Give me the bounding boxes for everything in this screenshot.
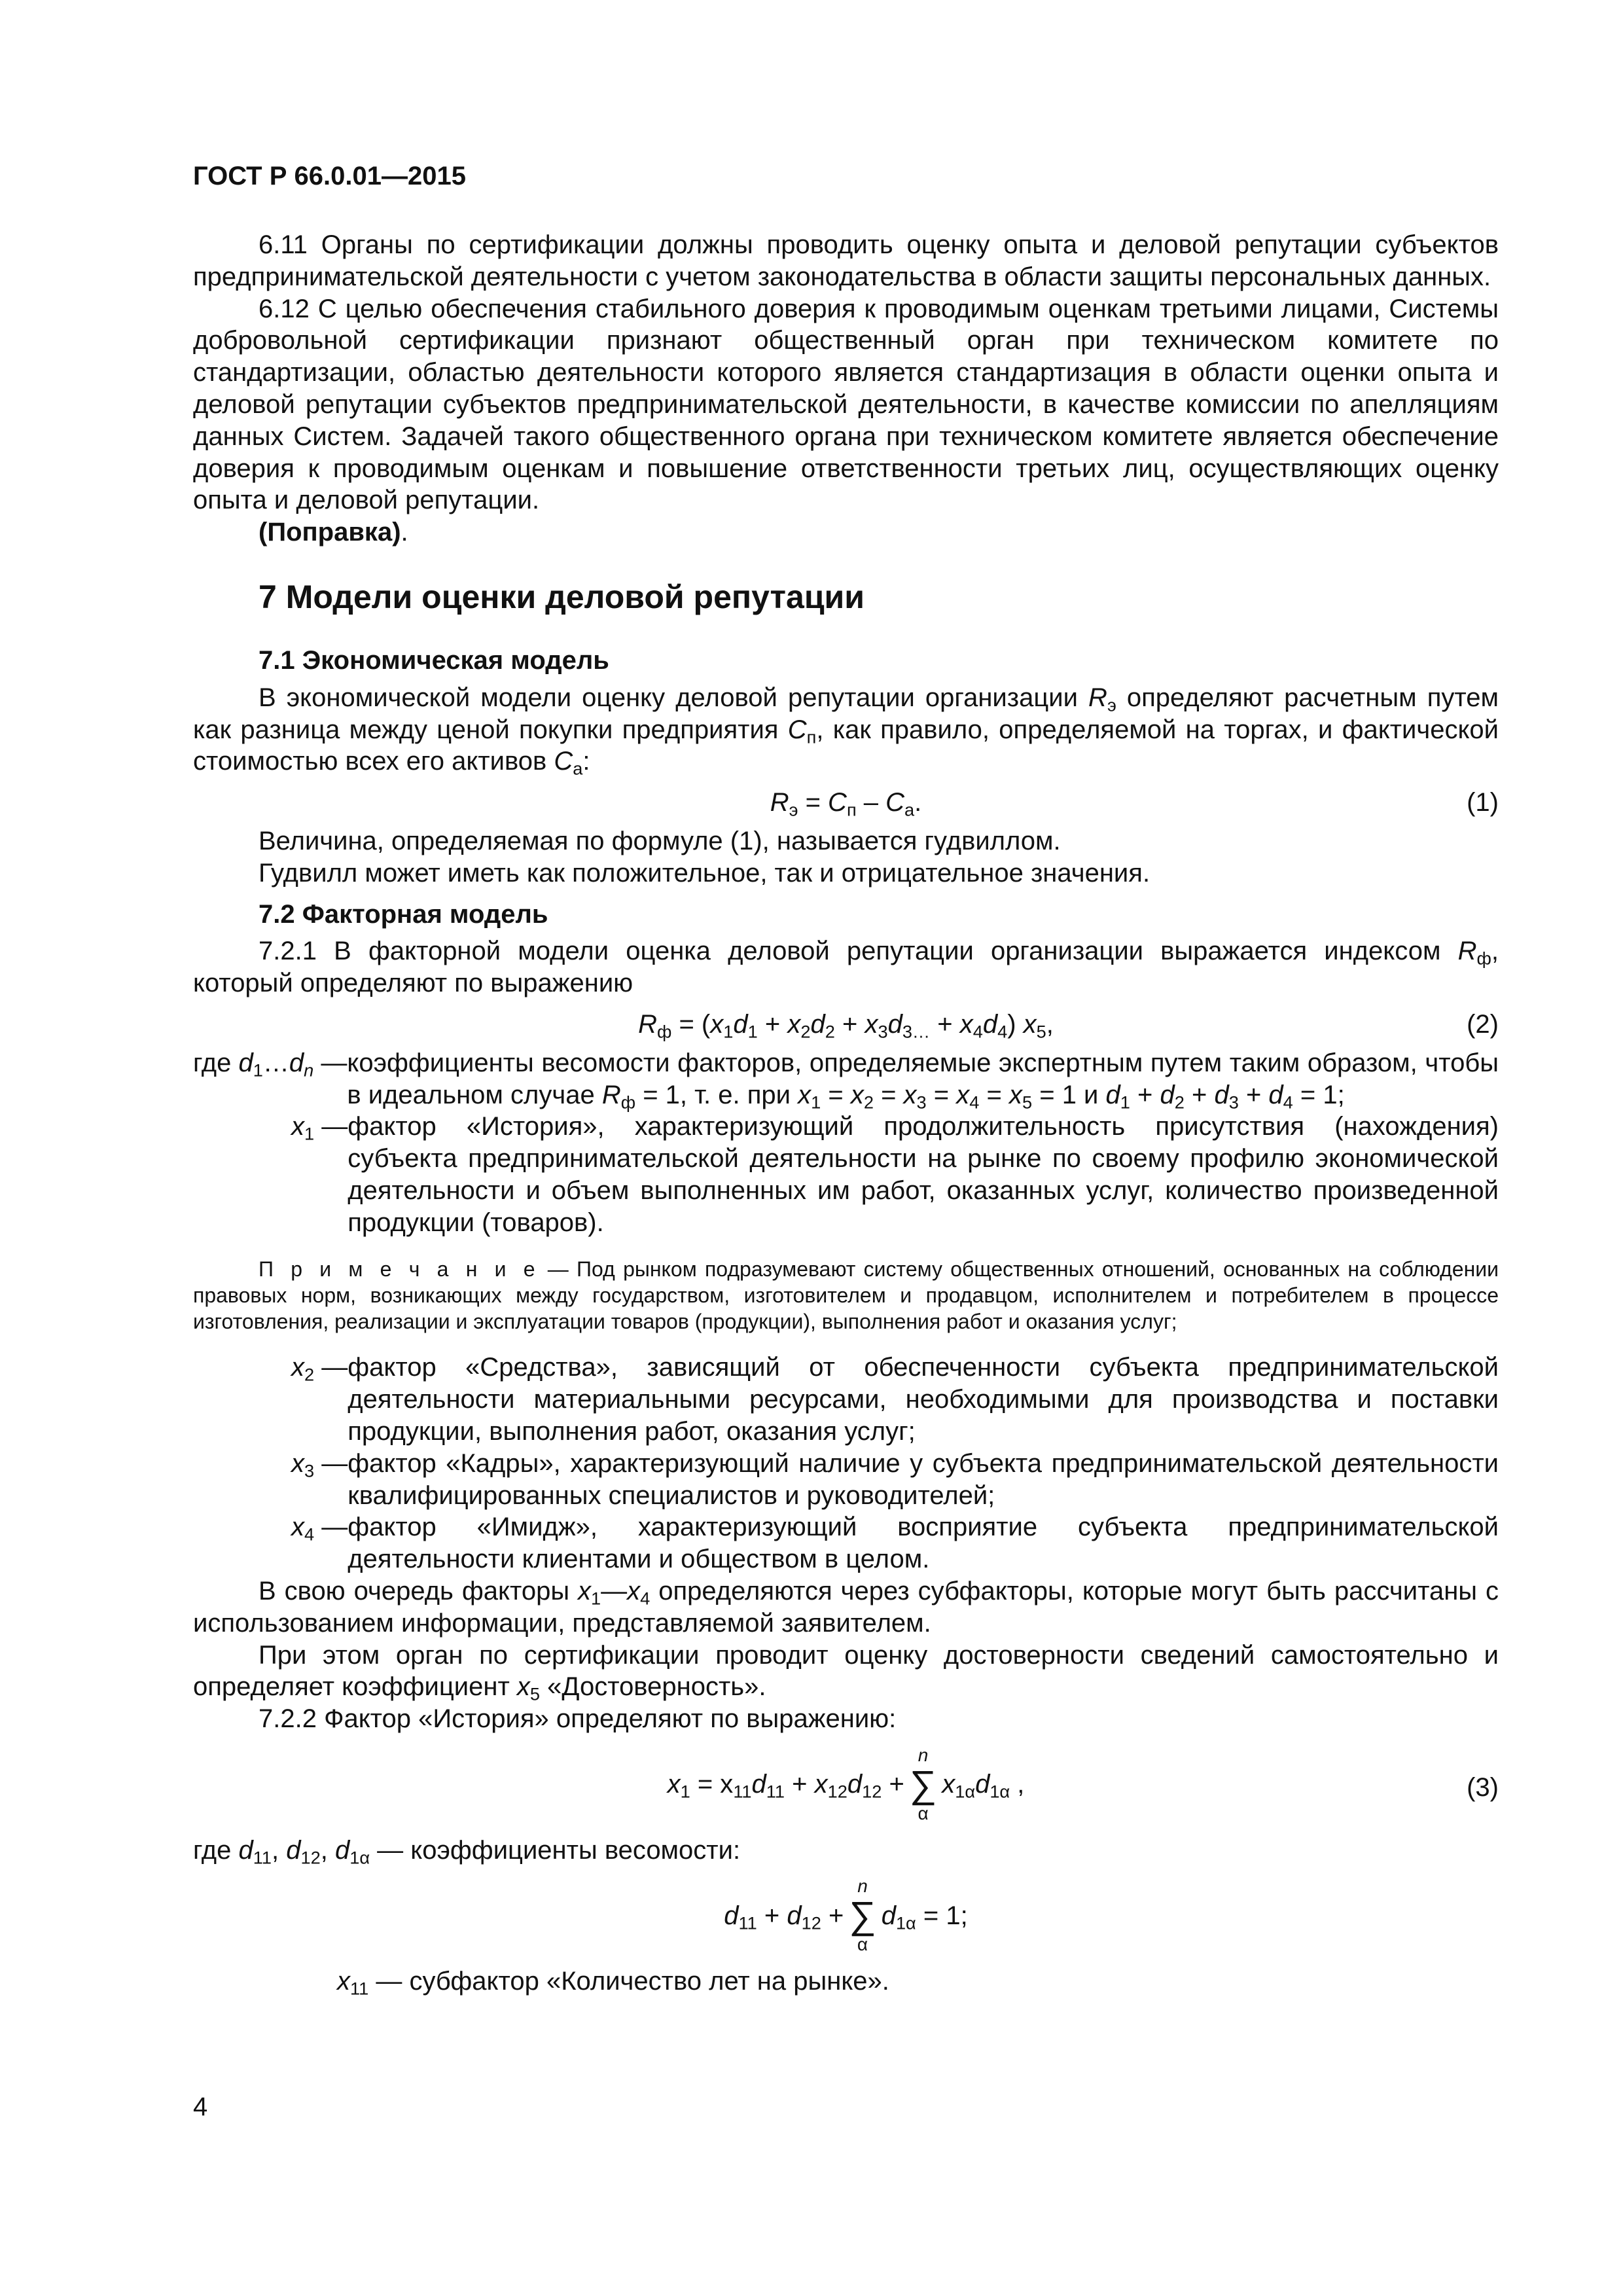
subfactors-paragraph: В свою очередь факторы $x_1—x_4$ определяются через субфакторы, которые могут быть рассчитаны с использованием информации, представляемой заявителем. [193, 1577, 1499, 1638]
paragraph-6-12: 6.12 С целью обеспечения стабильного доверия к проводимым оценкам третьими лицами, Системы добровольной сертификации признают общественный орган при техническом комитете по стандартизации, областью деятельности которого является стандартизация в области оценки опыта и деловой репутации субъектов предпринимательской деятельности, в качестве комиссии по апелляциям данных Систем. Задачей такого общественного органа при техническом комитете является обеспечение доверия к проводимым оценкам и повышение ответственности третьих лиц, осуществляющих оценку опыта и деловой репутации. [193, 294, 1499, 515]
formula-3-number: (3) [1467, 1773, 1499, 1803]
sum-symbol: n ∑ α [849, 1876, 876, 1955]
page-content [193, 229, 1499, 1998]
definition-x1: $x_1$ — фактор «История», характеризующий продолжительность присутствия (нахождения) субъекта предпринимательской деятельности на рынке по своему профилю экономической деятельности и объем выполненных им работ, оказанных услуг, количество произведенной продукции (товаров). [291, 1112, 1499, 1237]
definition-x2: $x_2$ — фактор «Средства», зависящий от обеспеченности субъекта предпринимательской деятельности материальными ресурсами, необходимыми для производства и поставки продукции, выполнения работ, оказания услуг; [291, 1353, 1499, 1446]
formula-weights: $d_{11} + d_{12}$ + n ∑ α $d_{1\alpha} = 1$; [724, 1876, 968, 1955]
paragraph-6-11: 6.11 Органы по сертификации должны проводить оценку опыта и деловой репутации субъектов предпринимательской деятельности с учетом законодательства в области защиты персональных данных. [193, 230, 1499, 291]
subsection-7-1-heading: 7.1 Экономическая модель [259, 645, 609, 675]
definition-x11: $x_{11}$ — субфактор «Количество лет на рынке». [337, 1967, 889, 1999]
amendment-line: (Поправка). [259, 518, 408, 547]
definition-d-term: где $d_1\dots d_n$ — [193, 1048, 348, 1081]
formula-1-number: (1) [1467, 788, 1499, 817]
formula-2-number: (2) [1467, 1009, 1499, 1039]
goodwill-sign: Гудвилл может иметь как положительное, так и отрицательное значения. [259, 858, 1150, 888]
section-7-heading: 7 Модели оценки деловой репутации [259, 578, 865, 615]
formula-1: $R_э = C_п - C_а$. (1) [770, 788, 1499, 820]
paragraph-7-2-2: 7.2.2 Фактор «История» определяют по выражению: [259, 1704, 897, 1734]
paragraph-7-1: В экономической модели оценку деловой репутации организации $R_э$ определяют расчетным путем как разница между ценой покупки предприятия $C_п$, как правило, определяемой на торгах, и фактической стоимостью всех его активов $C_а$: [193, 683, 1499, 779]
note-label: П р и м е ч а н и е [259, 1257, 540, 1281]
note [193, 1256, 1499, 1335]
paragraph-7-2-1: 7.2.1 В факторной модели оценка деловой репутации организации выражается индексом $R_ф$, который определяют по выражению [193, 937, 1499, 998]
formula-2: $R_ф = (x_1d_1 + x_2d_2 + x_3d_{3\dots} + x_4d_4)$ $x_5$, (2) [638, 1009, 1499, 1042]
formula-3: $x_1 = x_{11}d_{11} + x_{12}d_{12}$ + n ∑ α $x_{1\alpha}d_{1\alpha}$ , (3) [667, 1745, 1499, 1823]
definition-d-text: коэффициенты весомости факторов, определяемые экспертным путем таким образом, чтобы в идеальном случае $R_ф = 1$, т. е. при $x_1 = x_2 = x_3 = x_4 = x_5 = 1$ и $d_1 + d_2 + d_3 + d_4 = 1$; [347, 1048, 1499, 1113]
document-header: ГОСТ Р 66.0.01—2015 [193, 162, 466, 190]
amendment-label: (Поправка) [259, 518, 401, 547]
sum-symbol: n ∑ α [909, 1745, 937, 1823]
definition-x4: $x_4$ — фактор «Имидж», характеризующий восприятие субъекта предпринимательской деятельности клиентами и обществом в целом. [291, 1513, 1499, 1574]
definition-d [193, 1047, 1499, 1111]
goodwill-definition: Величина, определяемая по формуле (1), называется гудвиллом. [259, 826, 1061, 855]
subsection-7-2-heading: 7.2 Факторная модель [259, 899, 548, 929]
page-number: 4 [193, 2092, 208, 2121]
reliability-paragraph: При этом орган по сертификации проводит оценку достоверности сведений самостоятельно и определяет коэффициент $x_5$ «Достоверность». [193, 1640, 1499, 1705]
note-text: — Под рынком подразумевают систему общественных отношений, основанных на соблюдении правовых норм, возникающих между государством, изготовителем и продавцом, исполнителем и потребителем в процессе изготовления, реализации и эксплуатации товаров (продукции), выполнения работ и оказания услуг; [193, 1257, 1499, 1334]
definition-x3: $x_3$ — фактор «Кадры», характеризующий наличие у субъекта предпринимательской деятельности квалифицированных специалистов и руководителей; [291, 1448, 1499, 1510]
weights-line: где $d_{11}$, $d_{12}$, $d_{1\alpha}$ — коэффициенты весомости: [193, 1835, 741, 1868]
